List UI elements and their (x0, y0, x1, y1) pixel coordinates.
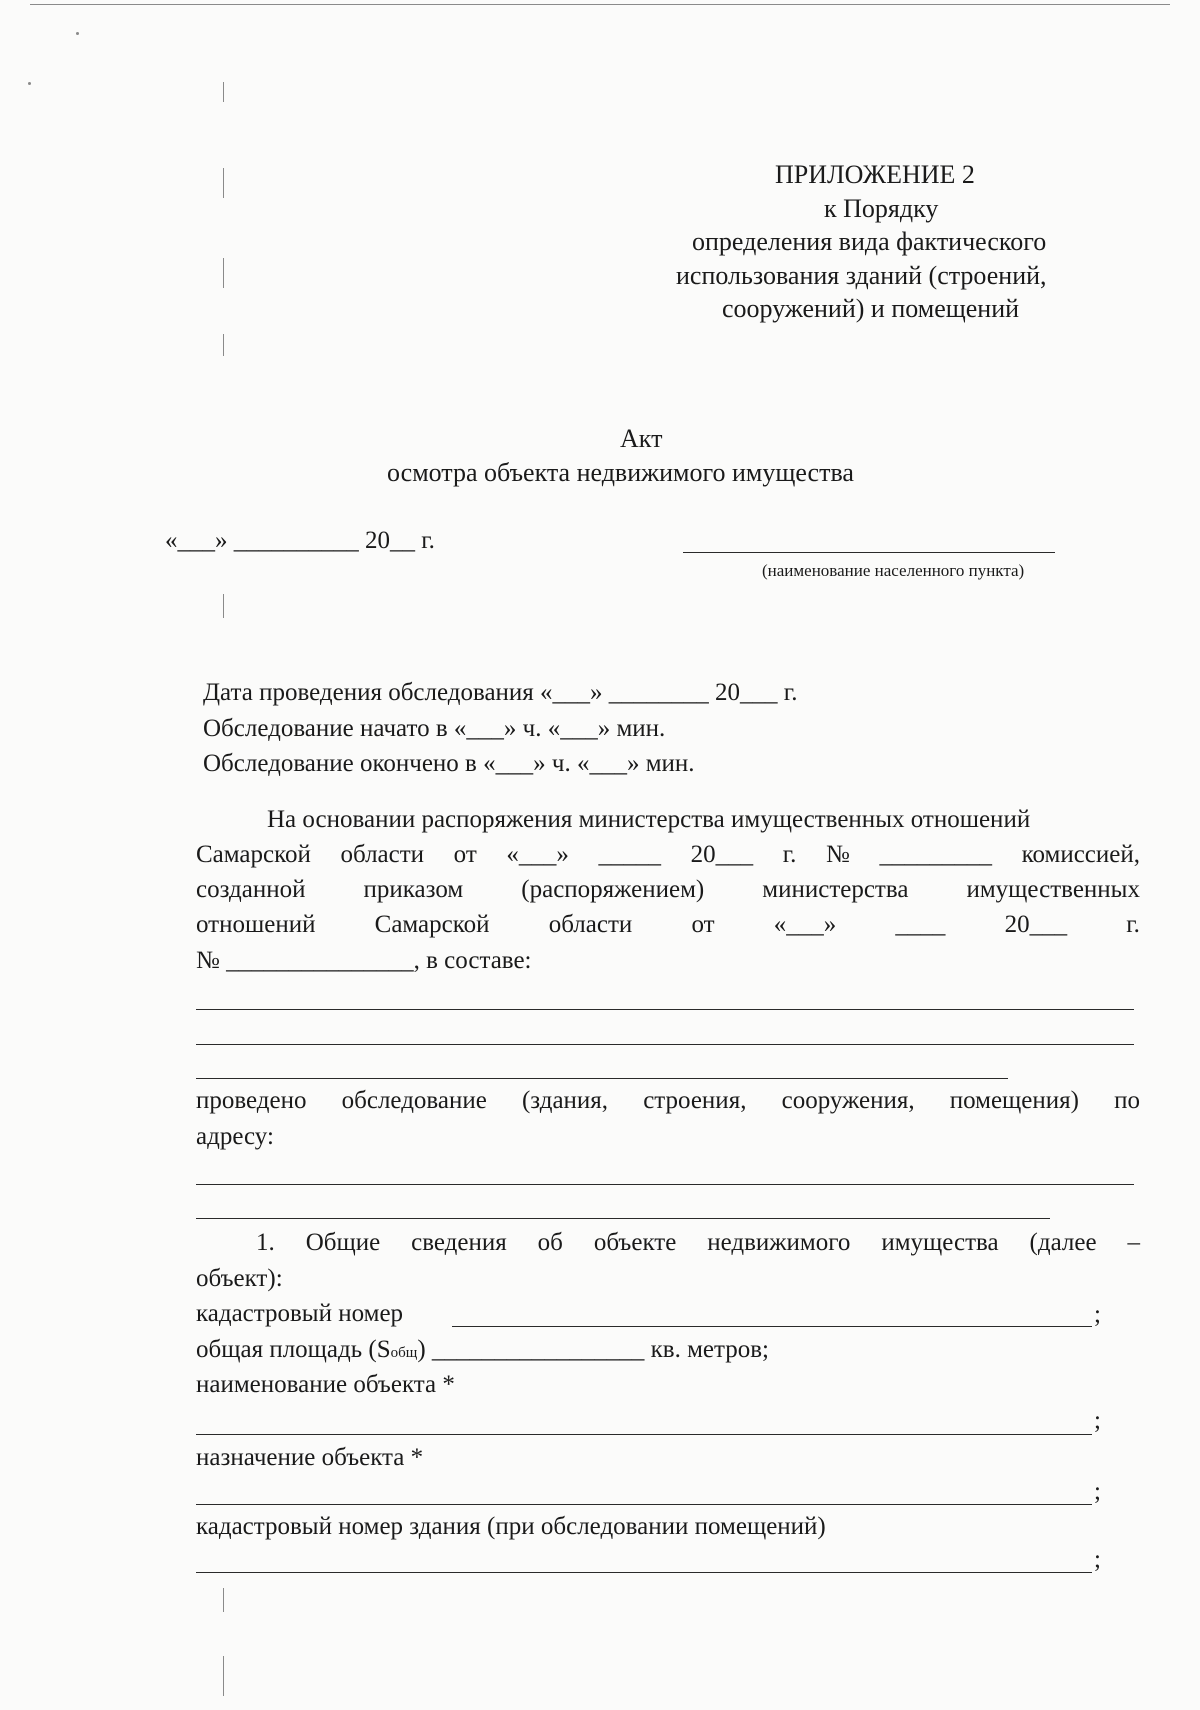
scan-punch-mark (223, 168, 224, 198)
section-1-heading-cont: объект): (196, 1265, 283, 1292)
basis-line-2: Самарской области от «___» _____ 20___ г. № _________ комиссией, (196, 841, 1140, 868)
appendix-ref: к Порядку (824, 194, 939, 223)
address-blank-line (196, 1218, 1050, 1219)
object-purpose-semicolon: ; (1094, 1478, 1101, 1505)
section-1-heading: 1. Общие сведения об объекте недвижимого имущества (далее – (256, 1229, 1140, 1256)
basis-line-5: № _______________, в составе: (196, 947, 532, 974)
cadastral-number-semicolon: ; (1094, 1301, 1101, 1328)
appendix-desc-3: сооружений) и помещений (722, 294, 1020, 323)
cadastral-number-label: кадастровый номер (196, 1300, 404, 1327)
address-line-2: адресу: (196, 1123, 274, 1150)
basis-line-1: На основании распоряжения министерства имущественных отношений (267, 806, 1031, 833)
document-title: Акт (620, 424, 663, 453)
building-cadastral-line (196, 1572, 1092, 1573)
scan-punch-mark (223, 594, 224, 618)
place-name-caption: (наименование населенного пункта) (762, 561, 1025, 580)
survey-date-line: Дата проведения обследования «___» ________ 20___ г. (203, 679, 798, 706)
object-name-semicolon: ; (1094, 1407, 1101, 1434)
building-cadastral-semicolon: ; (1094, 1546, 1101, 1573)
total-area-field: общая площадь (Sобщ) _________________ кв. метров; (196, 1336, 769, 1363)
document-subtitle: осмотра объекта недвижимого имущества (387, 458, 854, 487)
object-purpose-label: назначение объекта * (196, 1444, 424, 1471)
commission-blank-line (196, 1044, 1134, 1045)
address-line-1: проведено обследование (здания, строения, сооружения, помещения) по (196, 1087, 1140, 1114)
building-cadastral-label: кадастровый номер здания (при обследовании помещений) (196, 1513, 826, 1540)
scan-punch-mark (223, 82, 224, 102)
survey-end-line: Обследование окончено в «___» ч. «___» мин. (203, 750, 695, 777)
appendix-desc-2: использования зданий (строений, (676, 261, 1047, 290)
basis-line-3: созданной приказом (распоряжением) министерства имущественных (196, 876, 1140, 903)
place-name-line (683, 552, 1055, 553)
object-name-line (196, 1434, 1092, 1435)
object-name-label: наименование объекта * (196, 1371, 455, 1398)
scan-border-line (30, 4, 1170, 5)
address-blank-line (196, 1184, 1134, 1185)
survey-start-line: Обследование начато в «___» ч. «___» мин. (203, 715, 666, 742)
appendix-desc-1: определения вида фактического (692, 227, 1047, 256)
commission-blank-line (196, 1009, 1134, 1010)
commission-blank-line (196, 1078, 1008, 1079)
cadastral-number-line (452, 1326, 1092, 1327)
act-date-field: «___» __________ 20__ г. (165, 527, 435, 554)
scan-punch-mark (223, 258, 224, 288)
scan-punch-mark (223, 1656, 224, 1696)
scan-punch-mark (223, 1588, 224, 1612)
scan-dot (28, 82, 31, 85)
object-purpose-line (196, 1504, 1092, 1505)
scan-punch-mark (223, 334, 224, 356)
appendix-title: ПРИЛОЖЕНИЕ 2 (775, 160, 975, 189)
scan-dot (76, 32, 79, 35)
basis-line-4: отношений Самарской области от «___» ____ 20___ г. (196, 911, 1140, 938)
